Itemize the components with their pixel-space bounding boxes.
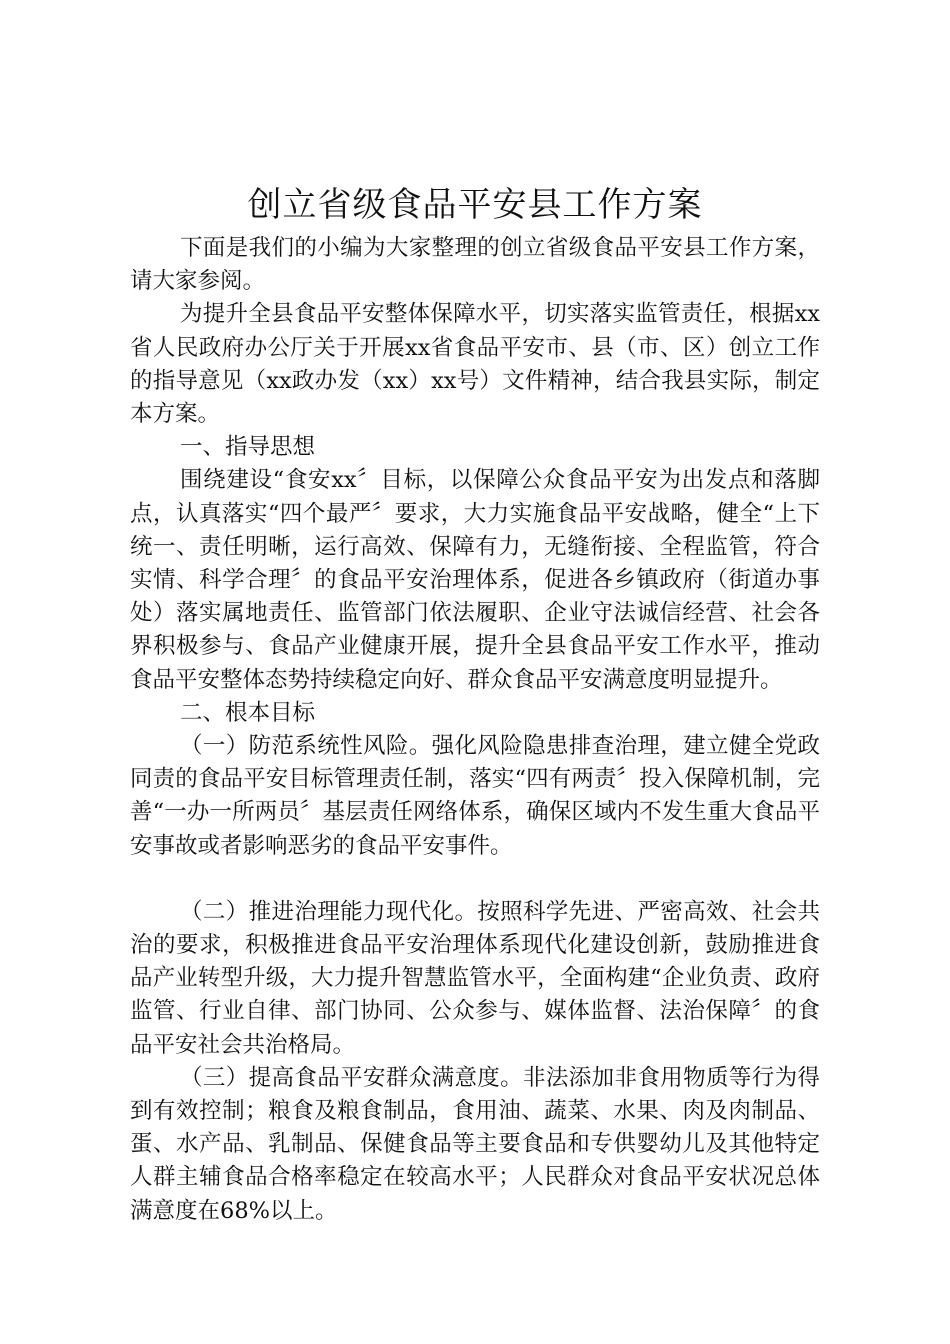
intro-paragraph: 下面是我们的小编为大家整理的创立省级食品平安县工作方案，请大家参阅。 bbox=[130, 235, 820, 295]
document-page bbox=[130, 180, 820, 1228]
document-title: 创立省级食品平安县工作方案 bbox=[247, 185, 703, 225]
goal-1-paragraph: （一）防范系统性风险。强化风险隐患排查治理，建立健全党政同责的食品平安目标管理责任制，落实“四有两责〞投入保障机制，完善“一办一所两员〞基层责任网络体系，确保区域内不发生重大食品平安事故或者影响恶劣的食品平安事件。 bbox=[130, 733, 820, 859]
section-heading-basic-goals: 二、根本目标 bbox=[180, 699, 316, 726]
goal-3-paragraph: （三）提高食品平安群众满意度。非法添加非食用物质等行为得到有效控制；粮食及粮食制品，食用油、蔬菜、水果、肉及肉制品、蛋、水产品、乳制品、保健食品等主要食品和专供婴幼儿及其他特定人群主辅食品合格率稳定在较高水平；人民群众对食品平安状况总体满意度在68%以上。 bbox=[130, 1064, 820, 1224]
guiding-thought-paragraph: 围绕建设“食安xx〞目标，以保障公众食品平安为出发点和落脚点，认真落实“四个最严〞要求，大力实施食品平安战略，健全“上下统一、责任明晰，运行高效、保障有力，无缝衔接、全程监管，符合实情、科学合理〞的食品平安治理体系，促进各乡镇政府（街道办事处）落实属地责任、监管部门依法履职、企业守法诚信经营、社会各界积极参与、食品产业健康开展，提升全县食品平安工作水平，推动食品平安整体态势持续稳定向好、群众食品平安满意度明显提升。 bbox=[130, 467, 820, 693]
purpose-paragraph: 为提升全县食品平安整体保障水平，切实落实监管责任，根据xx省人民政府办公厅关于开展xx省食品平安市、县（市、区）创立工作的指导意见（xx政办发（xx）xx号）文件精神，结合我县实际，制定本方案。 bbox=[130, 301, 820, 428]
goal-2-paragraph: （二）推进治理能力现代化。按照科学先进、严密高效、社会共治的要求，积极推进食品平安治理体系现代化建设创新，鼓励推进食品产业转型升级，大力提升智慧监管水平，全面构建“企业负责、政府监管、行业自律、部门协同、公众参与、媒体监督、法治保障〞的食品平安社会共治格局。 bbox=[130, 898, 820, 1058]
section-heading-guiding-thought: 一、指导思想 bbox=[180, 434, 316, 461]
